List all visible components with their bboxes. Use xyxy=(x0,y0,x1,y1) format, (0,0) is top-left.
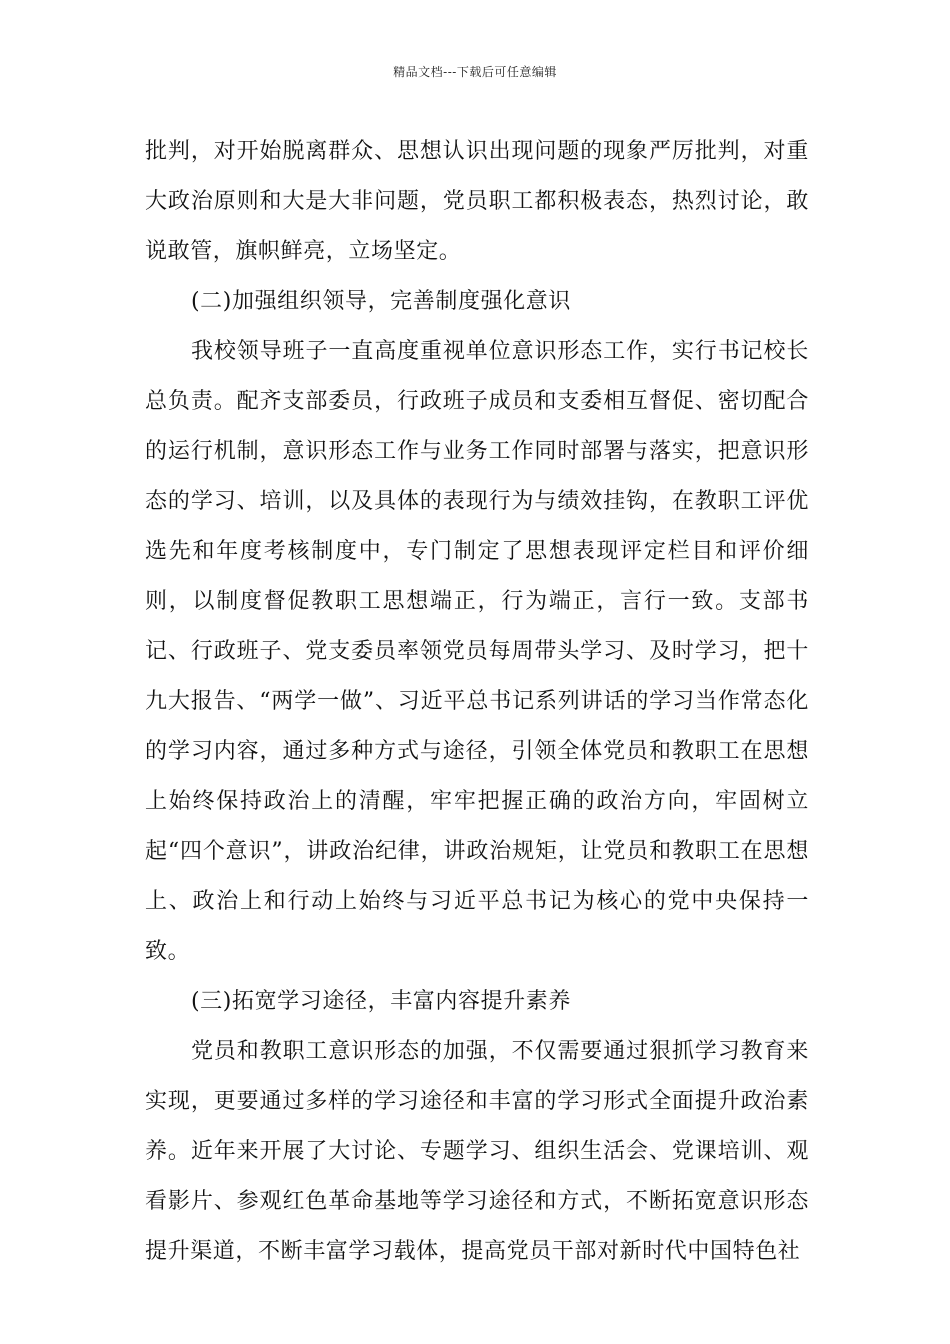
document-body xyxy=(145,127,809,1277)
paragraph-continuation: 批判，对开始脱离群众、思想认识出现问题的现象严厉批判，对重大政治原则和大是大非问题，党员职工都积极表态，热烈讨论，敢说敢管，旗帜鲜亮，立场坚定。 xyxy=(145,139,809,264)
section-heading-2: (二)加强组织领导，完善制度强化意识 xyxy=(191,289,571,314)
paragraph-section-3: 党员和教职工意识形态的加强，不仅需要通过狠抓学习教育来实现，更要通过多样的学习途径和丰富的学习形式全面提升政治素养。近年来开展了大讨论、专题学习、组织生活会、党课培训、观看影片、参观红色革命基地等学习途径和方式，不断拓宽意识形态提升渠道，不断丰富学习载体，提高党员干部对新时代中国特色社 xyxy=(145,1039,809,1264)
section-heading-3: (三)拓宽学习途径，丰富内容提升素养 xyxy=(191,989,571,1014)
page-header: 精品文档---下载后可任意编辑 xyxy=(393,65,557,79)
paragraph-section-2: 我校领导班子一直高度重视单位意识形态工作，实行书记校长总负责。配齐支部委员，行政班子成员和支委相互督促、密切配合的运行机制，意识形态工作与业务工作同时部署与落实，把意识形态的学习、培训，以及具体的表现行为与绩效挂钩，在教职工评优选先和年度考核制度中，专门制定了思想表现评定栏目和评价细则，以制度督促教职工思想端正，行为端正，言行一致。支部书记、行政班子、党支委员率领党员每周带头学习、及时学习，把十九大报告、“两学一做”、习近平总书记系列讲话的学习当作常态化的学习内容，通过多种方式与途径，引领全体党员和教职工在思想上始终保持政治上的清醒，牢牢把握正确的政治方向，牢固树立起“四个意识”，讲政治纪律，讲政治规矩，让党员和教职工在思想上、政治上和行动上始终与习近平总书记为核心的党中央保持一致。 xyxy=(145,339,809,964)
